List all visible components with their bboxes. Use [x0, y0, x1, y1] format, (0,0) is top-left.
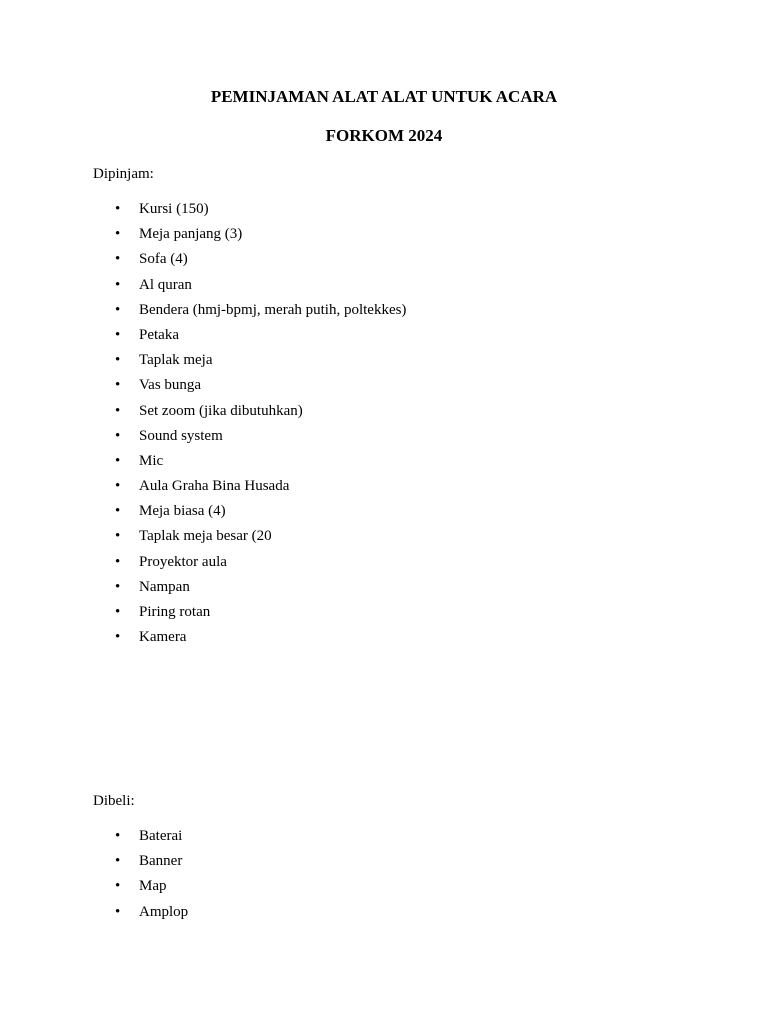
list-item-text: Aula Graha Bina Husada — [139, 478, 290, 495]
list-item — [0, 250, 768, 275]
list-item — [0, 502, 768, 527]
list-item-text: Al quran — [139, 276, 192, 293]
list-item-text: Set zoom (jika dibutuhkan) — [139, 402, 303, 419]
list-item — [0, 578, 768, 603]
list-item-text: Nampan — [139, 578, 190, 595]
list-item-text: Amplop — [139, 903, 189, 920]
bullet-icon: • — [115, 853, 121, 870]
list-item — [0, 200, 768, 225]
bullet-icon: • — [115, 402, 121, 419]
list-item-text: Kamera — [139, 629, 187, 646]
list-item — [0, 225, 768, 250]
bullet-icon: • — [115, 201, 121, 217]
list-item — [0, 452, 768, 477]
list-item — [0, 477, 768, 502]
bullet-icon: • — [115, 578, 121, 595]
bullet-icon: • — [115, 828, 121, 844]
list-item — [0, 603, 768, 628]
list-item — [0, 852, 768, 877]
list-item-text: Bendera (hmj-bpmj, merah putih, poltekkes) — [139, 301, 407, 318]
bullet-icon: • — [115, 251, 121, 268]
list-item — [0, 376, 768, 401]
list-item-text: Mic — [139, 452, 164, 469]
list-item — [0, 527, 768, 552]
list-item — [0, 402, 768, 427]
list-item-text: Piring rotan — [139, 604, 211, 620]
bullet-icon: • — [115, 226, 121, 243]
bullet-icon: • — [115, 503, 121, 520]
list-item-text: Taplak meja — [139, 352, 213, 369]
list-item — [0, 877, 768, 902]
list-item-text: Petaka — [139, 326, 179, 343]
list-item-text: Taplak meja besar (20 — [139, 528, 272, 545]
list-item — [0, 276, 768, 301]
list-item-text: Baterai — [139, 828, 183, 844]
list-item — [0, 628, 768, 653]
list-item-text: Vas bunga — [139, 377, 202, 394]
list-item-text: Banner — [139, 853, 183, 870]
list-item — [0, 301, 768, 326]
bullet-icon: • — [115, 878, 121, 895]
bullet-icon: • — [115, 301, 121, 318]
bullet-icon: • — [115, 553, 121, 570]
list-item-text: Sound system — [139, 427, 223, 444]
list-item — [0, 351, 768, 376]
list-item-text: Map — [139, 878, 167, 895]
list-item-text: Meja panjang (3) — [139, 226, 243, 243]
bullet-icon: • — [115, 427, 121, 444]
list-item — [0, 553, 768, 578]
list-item-text: Kursi (150) — [139, 201, 209, 217]
bullet-icon: • — [115, 903, 121, 920]
bullet-icon: • — [115, 276, 121, 293]
list-item — [0, 427, 768, 452]
bullet-icon: • — [115, 604, 121, 620]
bullet-icon: • — [115, 352, 121, 369]
bullet-icon: • — [115, 629, 121, 646]
list-item — [0, 326, 768, 351]
bullet-icon: • — [115, 326, 121, 343]
list-item — [0, 903, 768, 928]
bullet-icon: • — [115, 452, 121, 469]
bullet-icon: • — [115, 377, 121, 394]
list-item — [0, 827, 768, 852]
bullet-icon: • — [115, 478, 121, 495]
document-title: PEMINJAMAN ALAT ALAT UNTUK ACARA — [210, 87, 558, 106]
list-dibeli — [0, 827, 768, 928]
bullet-icon: • — [115, 528, 121, 545]
list-item-text: Proyektor aula — [139, 553, 227, 570]
list-dipinjam — [0, 200, 768, 653]
section-label-dipinjam: Dipinjam: — [93, 166, 154, 182]
list-item-text: Meja biasa (4) — [139, 503, 226, 520]
document-subtitle: FORKOM 2024 — [325, 126, 443, 145]
list-item-text: Sofa (4) — [139, 251, 188, 268]
section-label-dibeli: Dibeli: — [93, 793, 135, 809]
